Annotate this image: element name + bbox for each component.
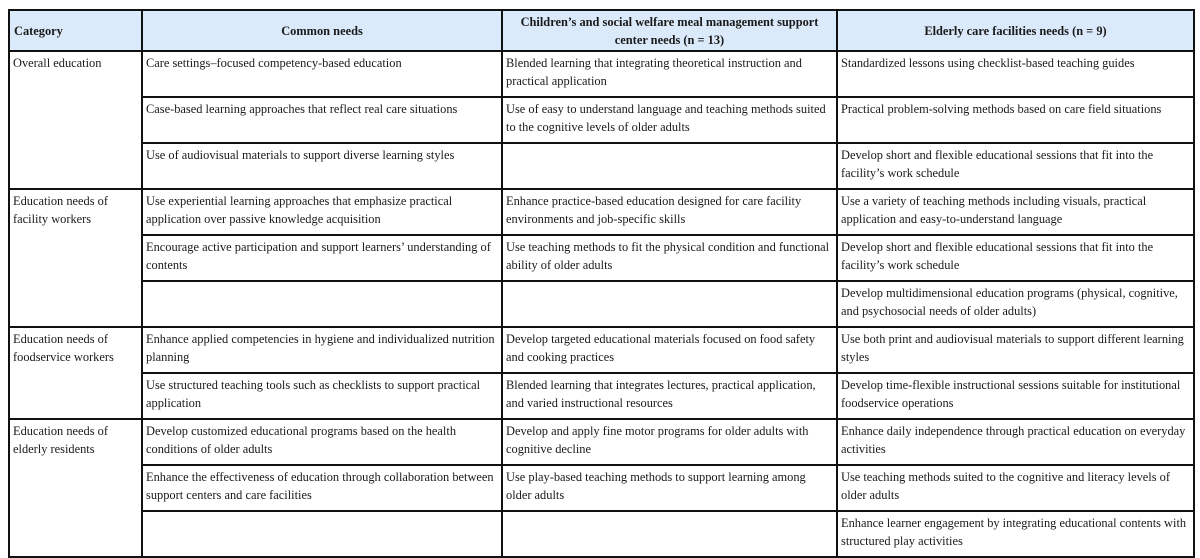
header-common-needs: Common needs <box>142 10 502 51</box>
support-center-cell <box>502 143 837 189</box>
elderly-care-cell: Use a variety of teaching methods including visuals, practical application and easy-to-understand language <box>837 189 1194 235</box>
support-center-cell: Blended learning that integrates lectures, practical application, and varied instructional resources <box>502 373 837 419</box>
elderly-care-cell: Develop short and flexible educational sessions that fit into the facility’s work schedule <box>837 143 1194 189</box>
common-needs-cell <box>142 281 502 327</box>
common-needs-cell: Case-based learning approaches that reflect real care situations <box>142 97 502 143</box>
elderly-care-cell: Develop short and flexible educational sessions that fit into the facility’s work schedule <box>837 235 1194 281</box>
category-cell: Education needs of foodservice workers <box>9 327 142 419</box>
common-needs-cell: Care settings–focused competency-based education <box>142 51 502 97</box>
header-support-center-needs: Children’s and social welfare meal management support center needs (n = 13) <box>502 10 837 51</box>
table-row <box>9 511 1194 557</box>
table-row <box>9 143 1194 189</box>
header-category: Category <box>9 10 142 51</box>
table-row <box>9 189 1194 235</box>
support-center-cell: Enhance practice-based education designed for care facility environments and job-specific skills <box>502 189 837 235</box>
common-needs-cell <box>142 511 502 557</box>
support-center-cell: Develop targeted educational materials focused on food safety and cooking practices <box>502 327 837 373</box>
support-center-cell: Use play-based teaching methods to support learning among older adults <box>502 465 837 511</box>
table-row <box>9 327 1194 373</box>
common-needs-cell: Enhance applied competencies in hygiene and individualized nutrition planning <box>142 327 502 373</box>
common-needs-cell: Use of audiovisual materials to support diverse learning styles <box>142 143 502 189</box>
elderly-care-cell: Use both print and audiovisual materials to support different learning styles <box>837 327 1194 373</box>
elderly-care-cell: Practical problem-solving methods based on care field situations <box>837 97 1194 143</box>
common-needs-cell: Develop customized educational programs based on the health conditions of older adults <box>142 419 502 465</box>
table-row <box>9 465 1194 511</box>
support-center-cell: Use of easy to understand language and teaching methods suited to the cognitive levels of older adults <box>502 97 837 143</box>
support-center-cell <box>502 281 837 327</box>
table-row <box>9 419 1194 465</box>
table-row <box>9 51 1194 97</box>
header-row <box>9 10 1194 51</box>
common-needs-cell: Enhance the effectiveness of education through collaboration between support centers and care facilities <box>142 465 502 511</box>
category-cell: Education needs of facility workers <box>9 189 142 327</box>
elderly-care-cell: Develop multidimensional education programs (physical, cognitive, and psychosocial needs of older adults) <box>837 281 1194 327</box>
common-needs-cell: Encourage active participation and support learners’ understanding of contents <box>142 235 502 281</box>
education-needs-table <box>8 9 1195 558</box>
header-elderly-care-needs: Elderly care facilities needs (n = 9) <box>837 10 1194 51</box>
table-row <box>9 373 1194 419</box>
table-row <box>9 97 1194 143</box>
elderly-care-cell: Use teaching methods suited to the cognitive and literacy levels of older adults <box>837 465 1194 511</box>
support-center-cell: Develop and apply fine motor programs for older adults with cognitive decline <box>502 419 837 465</box>
table-row <box>9 235 1194 281</box>
common-needs-cell: Use structured teaching tools such as checklists to support practical application <box>142 373 502 419</box>
elderly-care-cell: Develop time-flexible instructional sessions suitable for institutional foodservice operations <box>837 373 1194 419</box>
elderly-care-cell: Standardized lessons using checklist-based teaching guides <box>837 51 1194 97</box>
elderly-care-cell: Enhance daily independence through practical education on everyday activities <box>837 419 1194 465</box>
support-center-cell: Use teaching methods to fit the physical condition and functional ability of older adults <box>502 235 837 281</box>
common-needs-cell: Use experiential learning approaches that emphasize practical application over passive knowledge acquisition <box>142 189 502 235</box>
category-cell: Education needs of elderly residents <box>9 419 142 557</box>
elderly-care-cell: Enhance learner engagement by integrating educational contents with structured play activities <box>837 511 1194 557</box>
category-cell: Overall education <box>9 51 142 189</box>
support-center-cell: Blended learning that integrating theoretical instruction and practical application <box>502 51 837 97</box>
support-center-cell <box>502 511 837 557</box>
table-row <box>9 281 1194 327</box>
